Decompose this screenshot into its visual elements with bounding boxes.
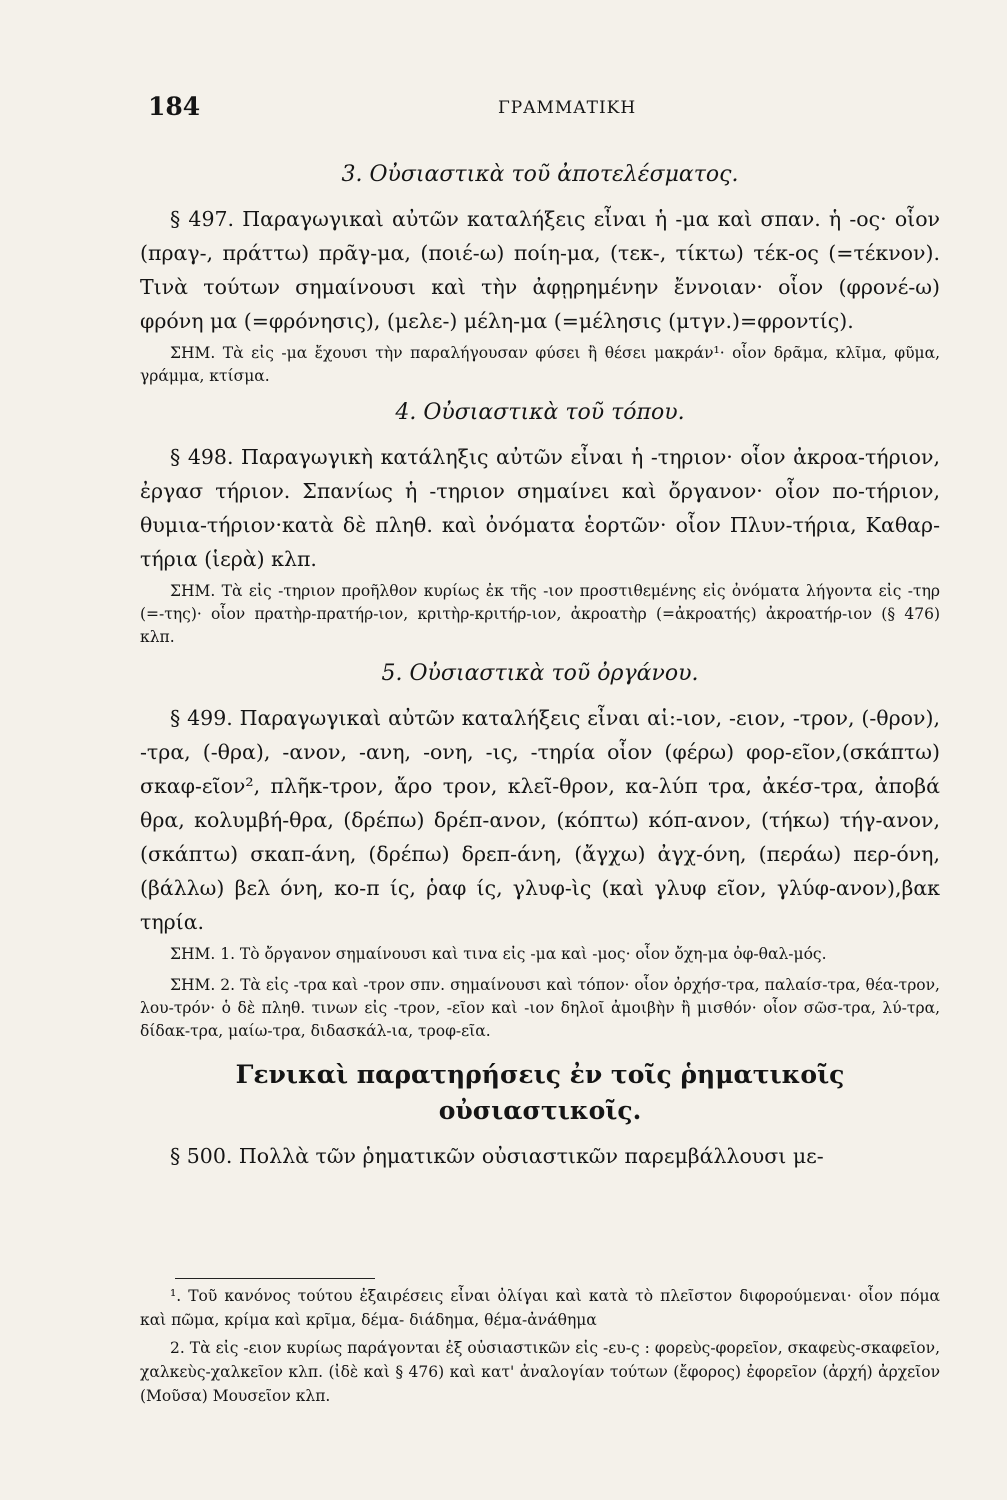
paragraph-497: § 497. Παραγωγικαὶ αὐτῶν καταλήξεις εἶναι ἡ -μα καὶ σπαν. ἡ -ος· οἷον (πραγ-, πράττω) πρᾶγ-μα, (ποιέ-ω) ποίη-μα, (τεκ-, τίκτω) τέκ-ος (=τέκνον). Τινὰ τούτων σημαίνουσι καὶ τὴν ἀφῃρημένην ἔννοιαν· οἷον (φρονέ-ω) φρόνη μα (=φρόνησις), (μελε-) μέλη-μα (=μέλησις (μτγν.)=φροντίς). [140, 207, 940, 333]
section-heading: 3. Οὐσιαστικὰ τοῦ ἀποτελέσματος. [341, 162, 739, 187]
footnote-1: ¹. Τοῦ κανόνος τούτου ἐξαιρέσεις εἶναι ὀλίγαι καὶ κατὰ τὸ πλεῖστον διφορούμεναι· οἷον πόμα καὶ πῶμα, κρίμα καὶ κρῖμα, δέμα- διάδημα, θέμα-ἀνάθημα [140, 1287, 940, 1329]
note: ΣΗΜ. 2. Τὰ εἰς -τρα καὶ -τρον σπν. σημαίνουσι καὶ τόπον· οἷον ὀρχήσ-τρα, παλαίσ-τρα, θέα-τρον, λου-τρόν· ὁ δὲ πληθ. τινων εἰς -τρον, -εῖον καὶ -ιον δηλοῖ ἀμοιβὴν ἢ μισθόν· οἷον σῶσ-τρα, λύ-τρα, δίδακ-τρα, μαίω-τρα, διδασκάλ-ια, τροφ-εῖα. [140, 976, 940, 1040]
paragraph-500: § 500. Πολλὰ τῶν ῥηματικῶν οὐσιαστικῶν παρεμβάλλουσι με- [170, 1144, 824, 1168]
section-general [140, 1057, 940, 1173]
section-instrument [140, 657, 940, 1043]
footnote-rule [175, 1278, 375, 1279]
note: ΣΗΜ. Τὰ εἰς -μα ἔχουσι τὴν παραλήγουσαν φύσει ἢ θέσει μακράν¹· οἷον δρᾶμα, κλῖμα, φῦμα, γράμμα, κτίσμα. [140, 344, 940, 385]
note: ΣΗΜ. Τὰ εἰς -τηριον προῆλθον κυρίως ἐκ τῆς -ιον προστιθεμένης εἰς ὀνόματα λήγοντα εἰς -τηρ (=-της)· οἷον πρατὴρ-πρατήρ-ιον, κριτὴρ-κριτήρ-ιον, ἀκροατὴρ (=ἀκροατής) ἀκροατήρ-ιον (§ 476) κλπ. [140, 582, 940, 646]
paragraph-498: § 498. Παραγωγικὴ κατάληξις αὐτῶν εἶναι ἡ -τηριον· οἷον ἀκροα-τήριον, ἐργασ τήριον. Σπανίως ἡ -τηριον σημαίνει καὶ ὄργανον· οἷον πο-τήριον, θυμια-τήριον·κατὰ δὲ πληθ. καὶ ὀνόματα ἑορτῶν· οἷον Πλυν-τήρια, Καθαρ-τήρια (ἱερὰ) κλπ. [140, 445, 940, 571]
footnote-2: 2. Τὰ εἰς -ειον κυρίως παράγονται ἐξ οὐσιαστικῶν εἰς -ευ-ς : φορεὺς-φορεῖον, σκαφεὺς-σκαφεῖον, χαλκεὺς-χαλκεῖον κλπ. (ἰδὲ καὶ § 476) καὶ κατ' ἀναλογίαν τούτων (ἔφορος) ἐφορεῖον (ἀρχή) ἀρχεῖον (Μοῦσα) Μουσεῖον κλπ. [140, 1339, 940, 1405]
paragraph-499: § 499. Παραγωγικαὶ αὐτῶν καταλήξεις εἶναι αἱ:-ιον, -ειον, -τρον, (-θρον), -τρα, (-θρα), -ανον, -ανη, -ονη, -ις, -τηρία οἷον (φέρω) φορ-εῖον,(σκάπτω) σκαφ-εῖον², πλῆκ-τρον, ἄρο τρον, κλεῖ-θρον, κα-λύπ τρα, ἀκέσ-τρα, ἀποβά θρα, κολυμβή-θρα, (δρέπω) δρέπ-ανον, (κόπτω) κόπ-ανον, (τήκω) τήγ-ανον, (σκάπτω) σκαπ-άνη, (δρέπω) δρεπ-άνη, (ἄγχω) ἀγχ-όνη, (περάω) περ-όνη, (βάλλω) βελ όνη, κο-π ίς, ῥαφ ίς, γλυφ-ὶς (καὶ γλυφ εῖον, γλύφ-ανον),βακ τηρία. [140, 706, 940, 934]
section-result [140, 158, 940, 388]
main-text [140, 158, 940, 1173]
page-number: 184 [148, 92, 201, 121]
section-place [140, 396, 940, 649]
section-heading: 4. Οὐσιαστικὰ τοῦ τόπου. [395, 400, 685, 425]
section-heading: 5. Οὐσιαστικὰ τοῦ ὀργάνου. [381, 661, 699, 686]
note: ΣΗΜ. 1. Τὸ ὄργανον σημαίνουσι καὶ τινα εἰς -μα καὶ -μος· οἷον ὄχη-μα ὀφ-θαλ-μός. [170, 945, 827, 963]
running-header [148, 92, 968, 132]
running-title: ΓΡΑΜΜΑΤΙΚΗ [498, 98, 637, 118]
footnotes [140, 1284, 940, 1412]
general-heading: Γενικαὶ παρατηρήσεις ἐν τοῖς ῥηματικοῖς οὐσιαστικοῖς. [235, 1060, 845, 1125]
